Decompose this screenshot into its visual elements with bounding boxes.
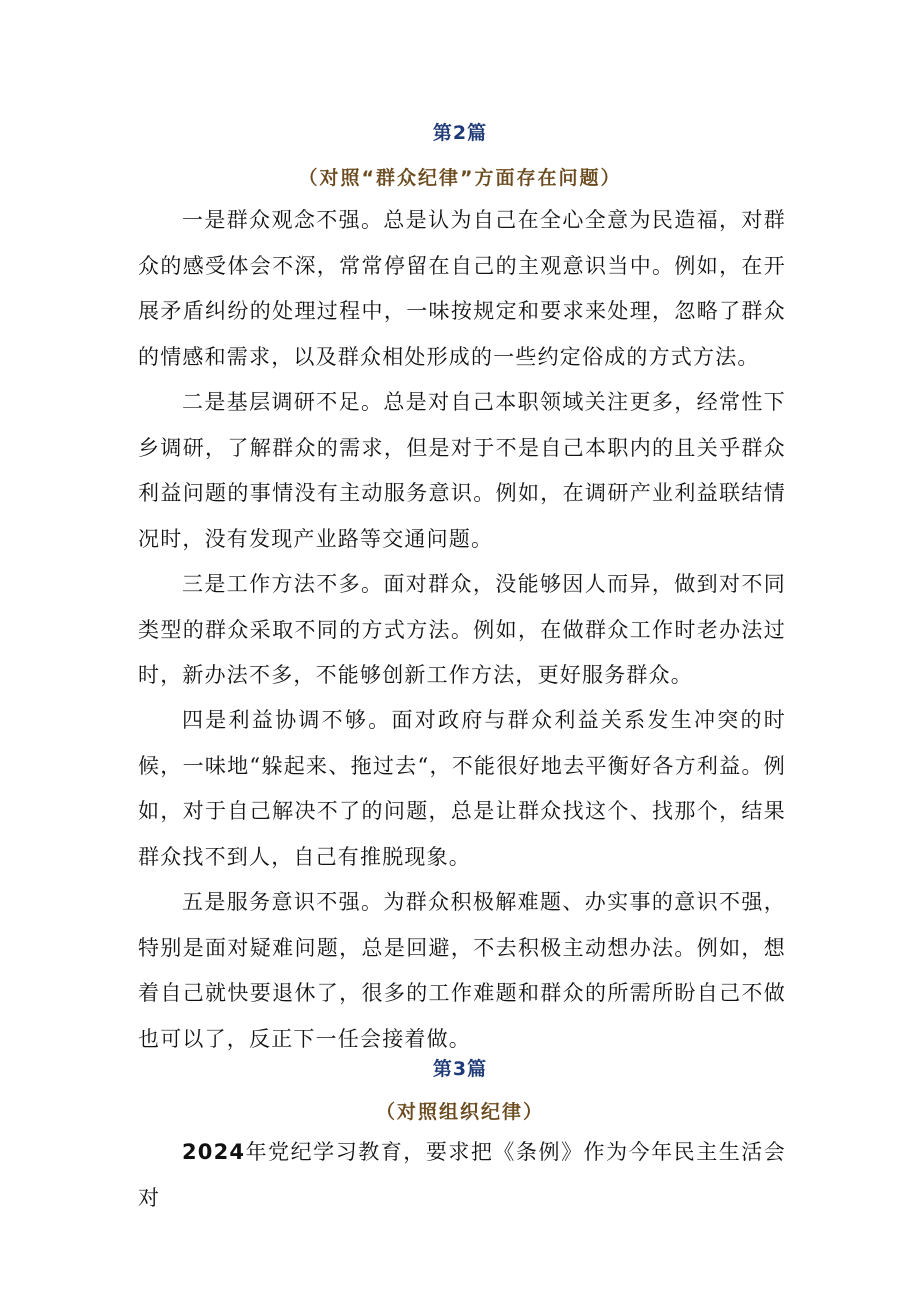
paragraph-grassroots-research: 二是基层调研不足。总是对自己本职领域关注更多，经常性下乡调研，了解群众的需求，但是对于不是自己本职内的且关乎群众利益问题的事情没有主动服务意识。例如，在调研产业利益联结情况时，没有发现产业路等交通问题。	[138, 390, 786, 551]
paragraph-lead-text: 年党纪学习教育，要求把《条例》作为今年民主生活会对	[138, 1140, 786, 1210]
section-2-title: 第2篇	[432, 122, 488, 144]
section-3-subtitle: （对照组织纪律）	[375, 1101, 544, 1123]
paragraph-interest-coordination: 四是利益协调不够。面对政府与群众利益关系发生冲突的时候，一味地“躲起来、拖过去“，不能很好地去平衡好各方利益。例如，对于自己解决不了的问题，总是让群众找这个、找那个，结果群众找不到人，自己有推脱现象。	[138, 708, 786, 869]
paragraph-party-discipline-education	[138, 1130, 786, 1221]
section-3-title: 第3篇	[432, 1058, 488, 1080]
paragraph-service-awareness: 五是服务意识不强。为群众积极解难题、办实事的意识不强，特别是面对疑难问题，总是回避，不去积极主动想办法。例如，想着自己就快要退休了，很多的工作难题和群众的所需所盼自己不做也可以了，反正下一任会接着做。	[138, 890, 786, 1051]
year-number: 2024	[182, 1140, 246, 1164]
paragraph-work-methods: 三是工作方法不多。面对群众，没能够因人而异，做到对不同类型的群众采取不同的方式方法。例如，在做群众工作时老办法过时，新办法不多，不能够创新工作方法，更好服务群众。	[138, 572, 786, 687]
paragraph-mass-awareness: 一是群众观念不强。总是认为自己在全心全意为民造福，对群众的感受体会不深，常常停留在自己的主观意识当中。例如，在开展矛盾纠纷的处理过程中，一味按规定和要求来处理，忽略了群众的情感和需求，以及群众相处形成的一些约定俗成的方式方法。	[138, 208, 786, 369]
section-2-subtitle: （对照“群众纪律”方面存在问题）	[298, 167, 622, 189]
